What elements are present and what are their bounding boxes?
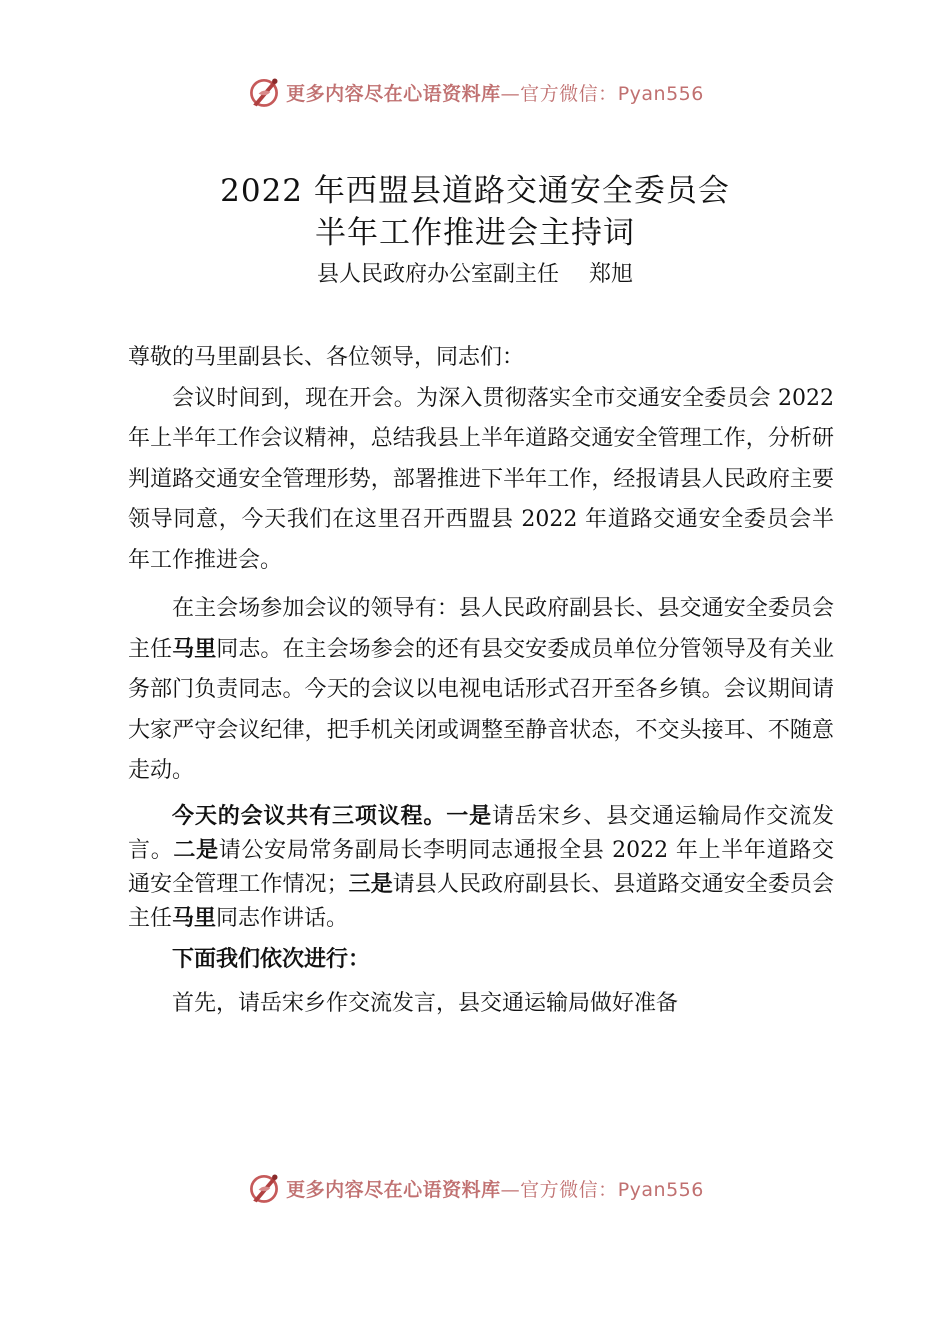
agenda-item2-label: 二是 (173, 837, 219, 863)
document-title-line2: 半年工作推进会主持词 (315, 215, 635, 251)
agenda-intro: 今天的会议共有三项议程。 (172, 803, 447, 829)
agenda-item3-label: 三是 (348, 871, 393, 897)
pen-logo-icon (246, 1170, 282, 1206)
document-body (128, 338, 834, 1024)
paragraph-attendees (128, 589, 834, 792)
attendees-text-2: 同志。在主会场参会的还有县交安委成员单位分管领导及有关业务部门负责同志。今天的会议以电视电话形式召开至各乡镇。会议期间请大家严守会议纪律，把手机关闭或调整至静音状态，不交头接耳、不随意走动。 (128, 636, 834, 783)
watermark-separator: — (500, 82, 521, 105)
author-name: 郑旭 (589, 262, 634, 287)
agenda-item1-label: 一是 (446, 803, 492, 829)
paragraph-proceed: 下面我们依次进行： (172, 946, 371, 972)
watermark-wechat-id: Pyan556 (617, 1178, 704, 1201)
agenda-item1-text: 请岳宋乡、县交通运输局作交流发言。 (128, 803, 834, 863)
agenda-item3-name: 马里 (172, 905, 217, 931)
agenda-item2-text: 请公安局常务副局长李明同志通报全县 2022 年上半年道路交通安全管理工作情况； (128, 837, 834, 897)
footer-watermark (0, 1168, 950, 1208)
watermark-brand: 更多内容尽在心语资料库 (286, 1178, 501, 1201)
author-org: 县人民政府办公室副主任 (316, 262, 559, 287)
watermark-text (286, 1175, 704, 1202)
watermark-label: 官方微信： (520, 82, 618, 105)
document-author (0, 258, 950, 292)
paragraph-opening: 会议时间到，现在开会。为深入贯彻落实全市交通安全委员会 2022 年上半年工作会议精神，总结我县上半年道路交通安全管理工作，分析研判道路交通安全管理形势，部署推进下半年工作，经报请县人民政府主要领导同意，今天我们在这里召开西盟县 2022 年道路交通安全委员会半年工作推进会。 (128, 385, 834, 573)
watermark-text (286, 79, 704, 106)
agenda-item3-text: 请县人民政府副县长、县道路交通安全委员会主任 (128, 871, 834, 931)
agenda-item3-end: 同志作讲话。 (216, 905, 349, 931)
watermark-wechat-id: Pyan556 (617, 82, 704, 105)
document-title-line1: 2022 年西盟县道路交通安全委员会 (220, 173, 730, 209)
pen-logo-icon (246, 74, 282, 110)
attendees-text-1: 在主会场参加会议的领导有：县人民政府副县长、县交通安全委员会主任 (128, 596, 834, 662)
paragraph-first-speaker: 首先，请岳宋乡作交流发言，县交通运输局做好准备 (172, 990, 679, 1016)
paragraph-agenda (128, 800, 834, 936)
attendees-bold-name: 马里 (172, 636, 217, 662)
header-watermark (0, 72, 950, 112)
salutation: 尊敬的马里副县长、各位领导，同志们： (128, 345, 525, 370)
watermark-brand: 更多内容尽在心语资料库 (286, 82, 501, 105)
watermark-separator: — (500, 1178, 521, 1201)
watermark-label: 官方微信： (520, 1178, 618, 1201)
